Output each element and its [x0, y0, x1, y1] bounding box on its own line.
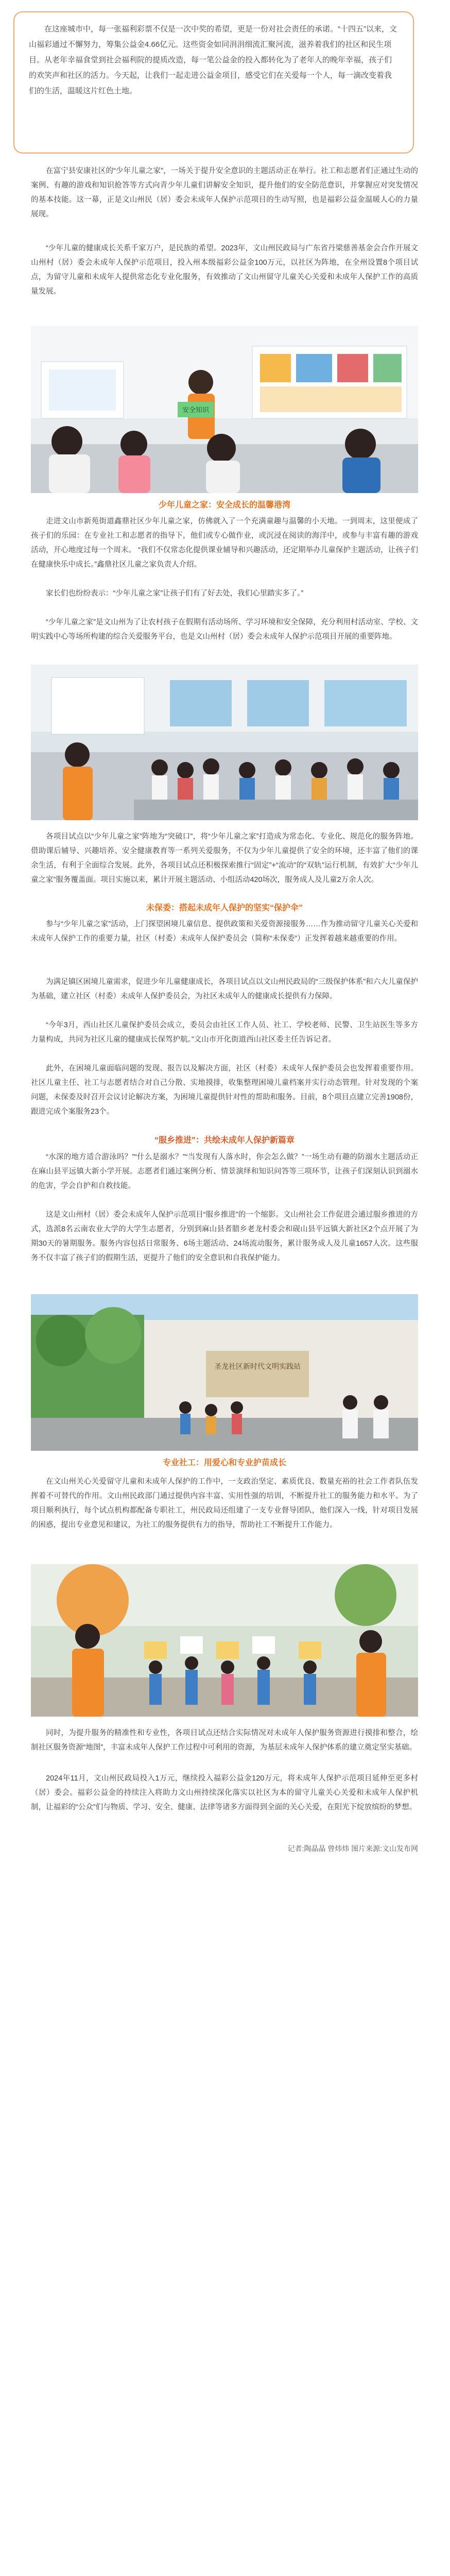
- paragraph-9: “今年3月，西山社区儿童保护委员会成立，委员会由社区工作人员、社工、学校老师、民警、卫生站医生等多方力量构成，共同为社区儿童的健康成长保驾护航。”文山市开化街道西山社区委主任告诉记者。: [31, 1021, 418, 1044]
- paragraph-6: 各项目试点以“少年儿童之家”阵地为“突破口”，将“少年儿童之家”打造成为常态化、专业化、规范化的服务阵地。借助课后辅导、兴趣培养、安全健康教育等一系列关爱服务，不仅为少年儿童提供了安全的环境，还丰富了他们的课余生活，有利于全面综合发展。此外，各项目试点还积极探索推行“固定”+“流动”的“双轨”运行机制，有效扩大“少年儿童之家”服务覆盖面。项目实施以来，累计开展主题活动、小组活动420场次，服务成人及儿童2万余人次。: [31, 833, 418, 884]
- photo-credit: 记者:陶晶晶 曾炜炜 图片来源:文山发布网: [287, 1844, 418, 1853]
- caption-1: 少年儿童之家：安全成长的温馨港湾: [158, 501, 290, 510]
- paragraph-3: 走进文山市新苑街道鑫鼎社区少年儿童之家，仿佛就入了一个充满童趣与温馨的小天地。一到周末，这里便成了孩子们的乐园：在专业社工和志愿者的指导下，他们或专心做作业，或沉浸在阅读的海洋中，或参与丰富有趣的游戏活动，开心地度过每一个周末。 “我们不仅常态化提供课业辅导和兴趣活动，还定期举办儿童保护主题活动，让孩子们在健康快乐中成长。”鑫鼎社区儿童之家负责人介绍。: [31, 517, 418, 569]
- paragraph-7: 参与“少年儿童之家”活动，上门探望困境儿童信息、提供政策和关爱资源接服务……作为推动留守儿童关心关爱和未成年人保护工作的重要力量，社区（村委）未成年人保护委员会（简称“未保委”）正发挥着越来越重要的作用。: [31, 920, 418, 943]
- paragraph-8: 为满足镇区困境儿童需求，促进少年儿童健康成长，各项目试点以文山州民政局的“三级保护体系”和六大儿童保护为基础，建立社区（村委）未成年人保护委员会，为社区未成年人的健康成长提供有力保障。: [31, 978, 418, 1001]
- photo-children-activity: [31, 665, 418, 820]
- photo-community-building: [31, 1294, 418, 1451]
- paragraph-1: 在富宁县安康社区的“少年儿童之家”，一场关于提升安全意识的主题活动正在举行。社工和志愿者们正通过生动的案例、有趣的游戏和知识抢答等方式向青少年儿童们讲解安全知识，提升他们的安全防范意识，并掌握应对突发情况的基本技能。这一幕，正是文山州民（居）委会未成年人保护示范项目的生动写照，也是福彩公益金温暖人心的力量展现。: [31, 167, 418, 218]
- photo-kids-outdoor: [31, 1564, 418, 1717]
- photo-safety-lesson: [31, 326, 418, 493]
- board-text: 安全知识: [182, 406, 210, 414]
- paragraph-2: “少年儿童的健康成长关系千家万户，是民族的希望。2023年，文山州民政局与广东省丹梁慈善基金会合作开展文山州村（居）委会未成年人保护示范项目，投入州本级福彩公益金100万元，以社区为阵地，在全州设置8个项目试点，为留守儿童和未成年人提供常态化专业化服务，有效推动了文山州留守儿童关心关爱和未成年人保护工作的高质量发展。: [31, 244, 418, 296]
- caption-2: 未保委：搭起未成年人保护的坚实“保护伞”: [146, 904, 303, 912]
- caption-4: 专业社工：用爱心和专业护苗成长: [162, 1459, 286, 1467]
- caption-3: “服乡推进”：共绘未成年人保护新篇章: [154, 1136, 295, 1145]
- paragraph-12: 这是文山州村（居）委会未成年人保护示范项目“服乡推进”的一个缩影。文山州社会工作促进会通过服乡推进的方式，选派8名云南农业大学的大学生志愿者，分别到麻山县者腊乡老龙村委会和砚山县平远镇大新社区2个点开展了为期30天的暑期服务。服务内容包括日常服务、6场主题活动、24场流动服务，累计服务成人及儿童1657人次。这些服务不仅丰富了孩子们的假期生活，更提升了他们的安全意识和自我保护能力。: [31, 1211, 418, 1262]
- intro-box: 在这座城市中，每一张福利彩票不仅是一次中奖的希望，更是一份对社会责任的承诺。“十四五”以来，文山福彩通过不懈努力，筹集公益金4.66亿元。这些资金如同涓涓细流汇聚河流，滋养着我们的社区和民生项目。从老年幸福食堂到社会福利院的提质改造，每一笔公益金的投入都转化为了老年人的晚年幸福，孩子们的欢笑声和社区的活力。今天起，让我们一起走进公益金项目，感受它们在关爱每一个人，每一滴改变着我们的生活，温暖这片红色土地。: [13, 11, 414, 154]
- paragraph-5: “少年儿童之家”是文山州为了让农村孩子在假期有活动场所、学习环境和安全保障，充分利用村活动室、学校、文明实践中心等场所构建的综合关爱服务平台，也是文山州村（居）委会未成年人保护示范项目开展的重要阵地。: [31, 618, 418, 641]
- paragraph-4: 家长们也纷纷表示：“少年儿童之家”让孩子们有了好去处，我们心里踏实多了。”: [46, 589, 304, 598]
- paragraph-10: 此外，在困境儿童面临问题的发现、报告以及解决方面，社区（村委）未成年人保护委员会也发挥着重要作用。社区儿童主任、社工与志愿者结合对自己分散、实地摸排，收集整理困境儿童档案并实行动态管理。针对发现的个案问题，未保委及时召开会议讨论解决方案，为困境儿童提供针对性的帮助和服务。目前，8个项目点建立完善1908份，跟进完成个案服务23个。: [31, 1064, 418, 1116]
- building-sign: 圣龙社区新时代文明实践站: [214, 1362, 301, 1370]
- paragraph-14: 同时，为提升服务的精准性和专业性，各项目试点还结合实际情况对未成年人保护服务资源进行摸排和整合，绘制社区服务资源“地图”，丰富未成年人保护工作过程中可利用的资源，为基层未成年人保护体系的建立奠定坚实基础。: [31, 1729, 418, 1752]
- paragraph-11: “水深的地方适合游泳吗？”“什么是溺水？”“当发现有人落水时，你会怎么做？”一场生动有趣的防溺水主题活动正在麻山县平远镇大新小学开展。志愿者们通过案例分析、情景演绎和知识问答等三项环节，让孩子们深刻认识到溺水的危害，学会自护和自救技能。: [31, 1153, 418, 1190]
- paragraph-15: 2024年11月，文山州民政局投入1万元，继续投入福彩公益金120万元，将未成年人保护示范项目延伸至更多村（居）委会。福彩公益金的持续注入将助力文山州持续深化落实以社区为本的留守儿童关心关爱和未成年人保护机制，让福彩的“公众”们与物质、学习、安全、健康、法律等诸多方面得到全面的关心关爱，在阳光下绽放缤纷的梦想。: [31, 1774, 418, 1811]
- paragraph-13: 在文山州关心关爱留守儿童和未成年人保护的工作中，一支政治坚定、素质优良、数量充裕的社会工作者队伍发挥着不可替代的作用。文山州民政部门通过提供内容丰富、实用性强的培训，不断提升社工的服务能力和水平。为了项目顺利执行，每个试点机构都配备专职社工，州民政局还组建了一支专业督导团队，他们深入一线，针对项目发展的困惑，提出专业意见和建议，为社工的服务提供有力的指导，帮助社工不断提升工作能力。: [31, 1478, 418, 1529]
